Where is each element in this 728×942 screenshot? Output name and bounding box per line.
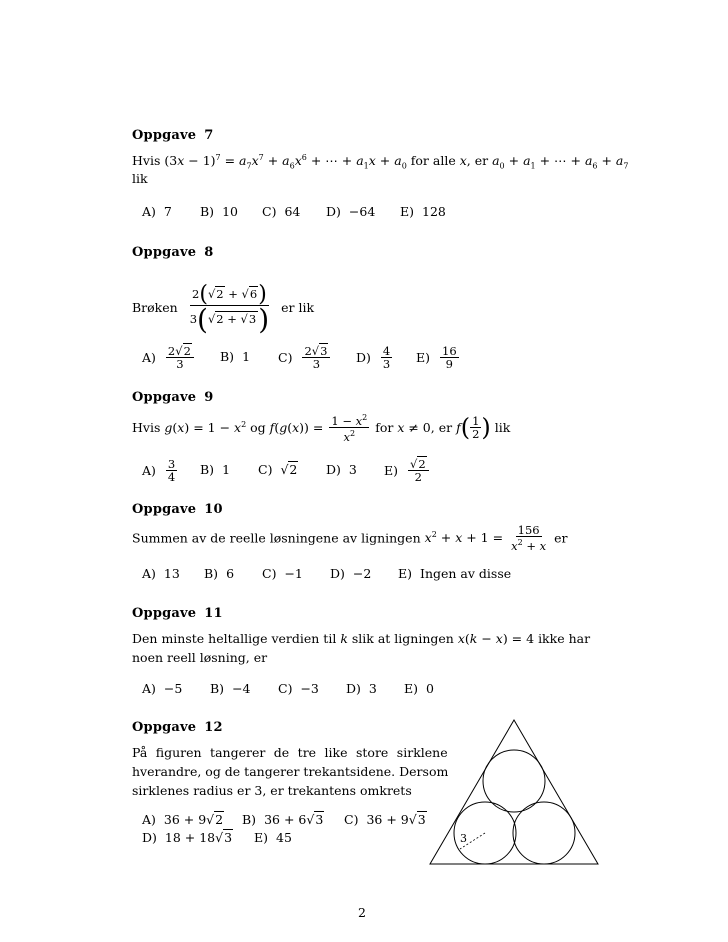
radius-label: 3	[460, 832, 467, 845]
option-d[interactable]: D) 18 + 18√3	[142, 830, 233, 845]
page-number: 2	[358, 905, 366, 920]
option-e[interactable]: E) Ingen av disse	[398, 566, 512, 581]
circle-right	[513, 802, 575, 864]
math-expression: f(g(x)) =	[269, 419, 324, 435]
problem-question-line3: sirklenes radius er 3, er trekantens omkrets	[132, 783, 412, 798]
option-c[interactable]: C) −1	[262, 566, 303, 581]
triangle-circles-figure	[428, 716, 608, 866]
option-d[interactable]: D) −64	[326, 204, 376, 219]
option-e[interactable]: E) 0	[404, 681, 434, 696]
problem-heading: Oppgave 11	[132, 606, 223, 621]
option-d[interactable]: D) −2	[330, 566, 372, 581]
math-expression: f	[456, 419, 461, 435]
option-e[interactable]: E) 45	[254, 830, 292, 845]
problem-heading: Oppgave 10	[132, 502, 223, 517]
problem-12	[132, 720, 449, 845]
math-expression: $a_0 + a_1$ + ⋯ + $a_6 + a_7$	[492, 153, 629, 171]
problem-question: Den minste heltallige verdien til k slik at ligningen x(k − x) = 4 ikke har	[132, 631, 591, 646]
problem-heading: Oppgave 12	[132, 720, 223, 735]
problem-10	[132, 502, 602, 581]
math-expression: x(k − x) = 4	[457, 631, 535, 646]
option-c[interactable]: C) −3	[278, 681, 319, 696]
problem-question-line2: hverandre, og de tangerer trekantsidene. Dersom	[132, 764, 449, 779]
problem-question: Summen av de reelle løsningene av ligningen $x^2 + x + 1$ = $\frac{156}{x^2 + x}$ er	[132, 523, 568, 553]
math-expression: $(3x - 1)^7 = a_7x^7 + a_6x^6$ + ⋯ + $a_1x + a_0$	[164, 153, 407, 171]
option-b[interactable]: B) 36 + 6√3	[242, 812, 324, 827]
problem-question-line1: På figuren tangerer de tre like store sirklene	[132, 745, 448, 760]
option-d[interactable]: D) $\frac{4}{3}$	[356, 344, 391, 371]
math-expression: $g(x) = 1 - x^2$	[164, 419, 247, 435]
math-fraction: $\frac{156}{x^2 + x}$	[511, 523, 547, 553]
problem-9	[132, 390, 602, 484]
option-b[interactable]: B) 1	[200, 462, 231, 477]
option-c[interactable]: C) 36 + 9√3	[344, 812, 426, 827]
problem-heading: Oppgave 7	[132, 128, 214, 143]
option-e[interactable]: E) $\frac{√2}{2}$	[384, 458, 431, 483]
option-a[interactable]: A) $\frac{2√2}{3}$	[142, 345, 196, 370]
option-d[interactable]: D) 3	[326, 462, 357, 477]
option-c[interactable]: C) $\frac{2√3}{3}$	[278, 345, 332, 370]
problem-heading: Oppgave 9	[132, 390, 214, 405]
math-fraction: $\frac{2(√2 + √6)}{3(√2 + √3)}$	[189, 282, 270, 336]
math-fraction: $\frac{1 - x^2}{x^2}$	[331, 413, 368, 444]
option-a[interactable]: A) 36 + 9√2	[142, 812, 224, 827]
problem-heading: Oppgave 8	[132, 245, 214, 260]
problem-question-end: lik	[132, 170, 148, 186]
problem-question: Brøken $\frac{2(√2 + √6)}{3(√2 + √3)}$ er lik	[132, 282, 315, 336]
problem-question: Hvis $(3x - 1)^7 = a_7x^7 + a_6x^6$ + ⋯ + $a_1x + a_0$ for alle x, er $a_0 + a_1$ + ⋯ + $a_6 + a_7$	[132, 153, 629, 171]
option-e[interactable]: E) 128	[400, 204, 446, 219]
option-b[interactable]: B) −4	[210, 681, 251, 696]
problem-11	[132, 606, 602, 696]
option-c[interactable]: C) 64	[262, 204, 301, 219]
option-b[interactable]: B) 6	[204, 566, 235, 581]
problem-question: Hvis $g(x) = 1 - x^2$ og f(g(x)) = $\frac{1 - x^2}{x^2}$ for x ≠ 0, er f( $\frac{1}{2}$ ) lik	[132, 413, 511, 444]
problem-question-line2: noen reell løsning, er	[132, 650, 268, 665]
option-a[interactable]: A) −5	[142, 681, 183, 696]
option-d[interactable]: D) 3	[346, 681, 377, 696]
option-a[interactable]: A) $\frac{3}{4}$	[142, 457, 176, 484]
math-expression: $x^2 + x + 1$ =	[424, 530, 504, 546]
problem-8	[132, 245, 602, 371]
problem-7	[132, 128, 629, 219]
option-b[interactable]: B) 1	[220, 349, 251, 364]
option-c[interactable]: C) √2	[258, 462, 298, 477]
option-a[interactable]: A) 7	[142, 204, 172, 219]
math-expression: x ≠ 0	[397, 419, 431, 435]
option-e[interactable]: E) $\frac{16}{9}$	[416, 344, 457, 371]
option-a[interactable]: A) 13	[142, 566, 180, 581]
option-b[interactable]: B) 10	[200, 204, 238, 219]
math-variable: k	[340, 631, 348, 646]
